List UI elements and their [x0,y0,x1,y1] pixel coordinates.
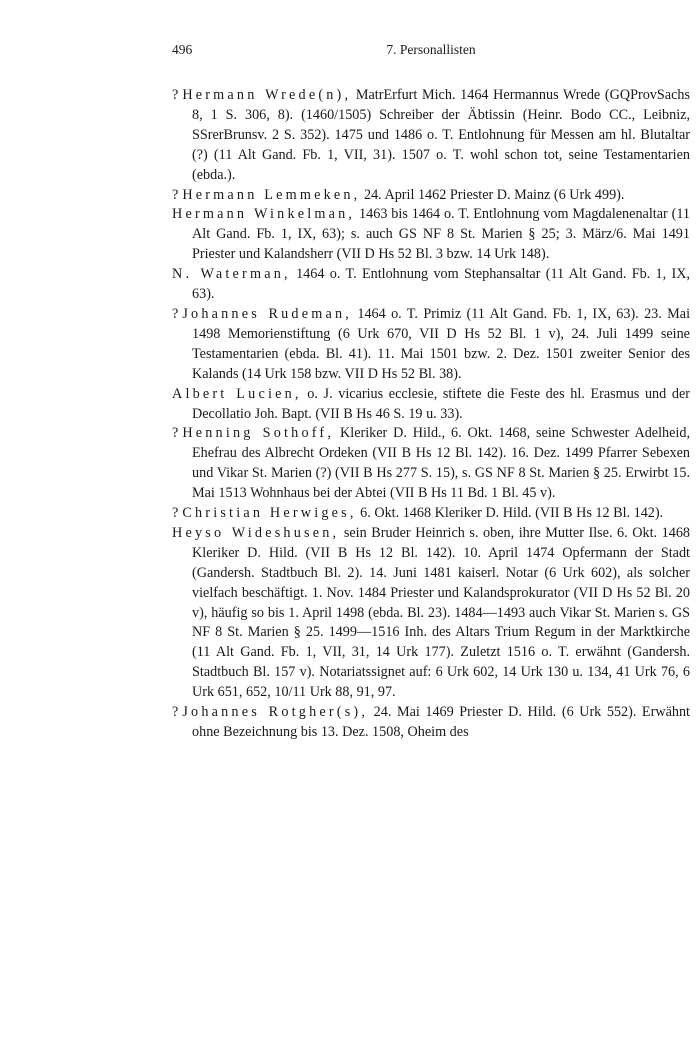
uncertain-mark: ? [172,505,179,522]
list-entry [172,504,690,524]
list-entry [172,424,690,504]
entry-text: o. J. vicarius ecclesie, stiftete die Feste des hl. Erasmus und der Decollatio Joh. Bapt. (VII B Hs 46 S. 19 u. 33). [192,385,690,422]
uncertain-mark: ? [172,305,179,322]
entry-name: Johannes Rudeman, [182,305,352,322]
entry-text: 24. April 1462 Priester D. Mainz (6 Urk 499). [363,186,625,203]
list-entry [172,305,690,385]
entry-text: 1464 o. T. Entlohnung vom Stephansaltar (11 Alt Gand. Fb. 1, IX, 63). [192,266,691,303]
page-header [172,40,690,60]
entry-name: Hermann Winkelman, [172,206,356,223]
uncertain-mark: ? [172,87,179,103]
list-entry [172,524,690,703]
uncertain-mark: ? [172,704,179,721]
entry-name: Hermann Wrede(n), [182,87,352,103]
uncertain-mark: ? [172,186,179,203]
entry-name: Henning Sothoff, [182,425,335,442]
uncertain-mark: ? [172,425,179,442]
entry-text: Kleriker D. Hild., 6. Okt. 1468, seine Schwester Adelheid, Ehefrau des Albrecht Ordeken (VII B Hs 12 Bl. 142). 16. Dez. 1499 Pfarrer Sebexen und Vikar St. Marien (?) (VII B Hs 277 S. 15), s. GS NF 8 St. Marien § 25. Erwirbt 15. Mai 1513 Wohnhaus bei der Abtei (VII B Hs 11 Bd. 1 Bl. 45 v). [192,425,691,502]
running-head: 7. Personallisten [386,42,476,57]
entry-text: MatrErfurt Mich. 1464 Hermannus Wrede (GQProvSachs 8, 1 S. 306, 8). (1460/1505) Schreiber der Äbtissin (Heinr. Bodo CC., Leibniz, SSrerBrunsv. 2 S. 352). 1475 und 1486 o. T. Entlohnung für Messen am hl. Blutaltar (?) (11 Alt Gand. Fb. 1, VII, 31). 1507 o. T. wohl schon tot, seine Testamentarien (ebda.). [192,87,690,183]
entry-text: 24. Mai 1469 Priester D. Hild. (6 Urk 552). Erwähnt ohne Bezeichnung bis 13. Dez. 1508, Oheim des [192,704,690,740]
entry-name: Heyso Wideshusen, [172,524,340,541]
entry-name: Albert Lucien, [172,385,302,402]
list-entry [172,205,690,265]
list-entry [172,186,690,206]
entry-name: Hermann Lemmeken, [182,186,361,203]
list-entry [172,385,690,425]
list-entry [172,86,690,186]
list-entry [172,703,690,743]
entry-name: N. Waterman, [172,266,291,283]
entry-text: sein Bruder Heinrich s. oben, ihre Mutter Ilse. 6. Okt. 1468 Kleriker D. Hild. (VII B Hs 12 Bl. 142). 10. April 1474 Opfermann der Stadt (Gandersh. Stadtbuch Bl. 2). 14. Juni 1481 kaiserl. Notar (6 Urk 602), als solcher vielfach beschäftigt. 1. Nov. 1484 Priester und Kalandsprokurator (VII D Hs 52 Bl. 20 v), häufig so bis 1. April 1498 (ebda. Bl. 23). 1484—1493 auch Vikar St. Marien s. GS NF 8 St. Marien § 25. 1499—1516 Inh. des Altars Trium Regum in der Marktkirche (11 Alt Gand. Fb. 1, VII, 31, 14 Urk 177). Zuletzt 1516 o. T. erwähnt (Gandersh. Stadtbuch Bl. 157 v). Notariatssignet auf: 6 Urk 602, 14 Urk 130 u. 134, 41 Urk 76, 6 Urk 651, 652, 10/11 Urk 88, 91, 97. [192,524,691,701]
entry-text: 1463 bis 1464 o. T. Entlohnung vom Magdalenenaltar (11 Alt Gand. Fb. 1, IX, 63); s. auch GS NF 8 St. Marien § 25; 3. März/6. Mai 1491 Priester und Kalandsherr (VII D Hs 52 Bl. 3 bzw. 14 Urk 148). [192,206,690,263]
page-number: 496 [172,42,193,57]
entry-name: Christian Herwiges, [182,505,357,522]
entry-text: 1464 o. T. Primiz (11 Alt Gand. Fb. 1, IX, 63). 23. Mai 1498 Memorienstiftung (6 Urk 670, VII D Hs 52 Bl. 1 v), 24. Juli 1499 seine Testamentarien (ebda. Bl. 41). 11. Mai 1501 bzw. 2. Dez. 1501 zweiter Senior des Kalands (14 Urk 158 bzw. VII D Hs 52 Bl. 38). [192,305,691,382]
entry-text: 6. Okt. 1468 Kleriker D. Hild. (VII B Hs 12 Bl. 142). [360,505,664,522]
personnel-list [172,86,690,743]
list-entry [172,265,690,305]
entry-name: Johannes Rotgher(s), [182,704,369,721]
